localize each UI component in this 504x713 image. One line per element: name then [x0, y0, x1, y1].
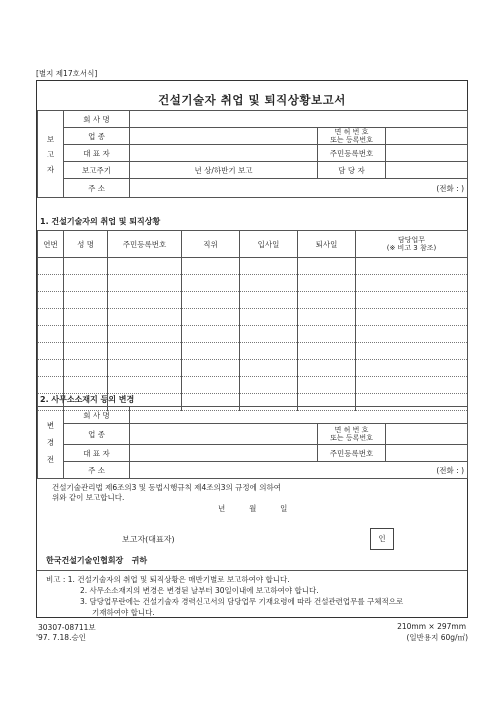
prev-representative-field[interactable] — [130, 445, 318, 462]
prev-address-label: 주 소 — [64, 462, 130, 479]
business-field[interactable] — [130, 128, 318, 145]
table-row[interactable] — [38, 360, 468, 377]
officer-field[interactable] — [386, 162, 468, 179]
prev-business-field[interactable] — [130, 424, 318, 445]
declaration-line2: 위와 같이 보고합니다. — [52, 493, 125, 502]
form-number: [별지 제17호서식] — [36, 69, 98, 78]
prev-license-label: 면 허 번 호 또는 등록번호 — [318, 424, 386, 445]
note-3: 3. 담당업무란에는 건설기술자 경력신고서의 담당업무 기재요령에 따라 건설관련업무를 구체적으로 — [80, 597, 404, 606]
col-position: 직위 — [182, 231, 240, 258]
reporter-table — [37, 110, 468, 198]
period-label: 보고주기 — [64, 162, 130, 179]
phone-field: (전화 : ) — [436, 183, 464, 193]
col-duty: 담당업무 (※ 비고 3 참조) — [356, 231, 468, 258]
note-1: 비고 : 1. 건설기술자의 취업 및 퇴직상황은 매반기별로 보고하여야 합니다. — [46, 575, 290, 584]
prev-representative-label: 대 표 자 — [64, 445, 130, 462]
notes-divider — [37, 570, 467, 571]
table-row[interactable] — [38, 377, 468, 394]
change-side-label: 변 경 전 — [38, 407, 64, 479]
company-label: 회 사 명 — [64, 111, 130, 128]
resident-no-field[interactable] — [386, 145, 468, 162]
representative-label: 대 표 자 — [64, 145, 130, 162]
prev-resident-no-field[interactable] — [386, 445, 468, 462]
table-row[interactable] — [38, 326, 468, 343]
table-row[interactable] — [38, 343, 468, 360]
prev-company-label: 회 사 명 — [64, 407, 130, 424]
paper-type: (일반용지 60g/㎡) — [406, 633, 468, 642]
employment-table — [37, 230, 468, 411]
declaration-line1: 건설기술관리법 제6조의3 및 동법시행규칙 제4조의3의 규정에 의하여 — [52, 483, 282, 492]
col-leave-date: 퇴사일 — [298, 231, 356, 258]
prev-address-field[interactable] — [130, 462, 468, 479]
table-row[interactable] — [38, 275, 468, 292]
paper-size: 210mm × 297mm — [397, 622, 466, 631]
company-field[interactable] — [130, 111, 468, 128]
prev-company-field[interactable] — [130, 407, 468, 424]
change-table — [37, 406, 468, 479]
address-label: 주 소 — [64, 179, 130, 198]
form-code: 30307-08711보 — [38, 623, 96, 632]
prev-license-field[interactable] — [386, 424, 468, 445]
col-join-date: 입사일 — [240, 231, 298, 258]
report-date: 년 월 일 — [218, 504, 288, 513]
table-row[interactable] — [38, 292, 468, 309]
recipient: 한국건설기술인협회장 귀하 — [46, 556, 148, 565]
license-label: 면 허 번 호 또는 등록번호 — [318, 128, 386, 145]
prev-business-label: 업 종 — [64, 424, 130, 445]
representative-field[interactable] — [130, 145, 318, 162]
table-row[interactable] — [38, 309, 468, 326]
col-no: 연번 — [38, 231, 64, 258]
col-name: 성 명 — [64, 231, 108, 258]
note-2: 2. 사무소소재지의 변경은 변경된 날부터 30일이내에 보고하여야 합니다. — [80, 586, 319, 595]
section1-title: 1. 건설기술자의 취업 및 퇴직상황 — [40, 217, 161, 226]
col-resident-no: 주민등록번호 — [108, 231, 182, 258]
seal-box[interactable]: 인 — [370, 528, 394, 550]
page-title: 건설기술자 취업 및 퇴직상황보고서 — [158, 93, 346, 107]
table-row[interactable] — [38, 258, 468, 275]
prev-resident-no-label: 주민등록번호 — [318, 445, 386, 462]
license-field[interactable] — [386, 128, 468, 145]
business-label: 업 종 — [64, 128, 130, 145]
reporter-signature-label: 보고자(대표자) — [122, 535, 175, 544]
reporter-side-label: 보 고 자 — [38, 111, 64, 198]
officer-label: 담 당 자 — [318, 162, 386, 179]
period-value[interactable]: 년 상/하반기 보고 — [130, 162, 318, 179]
prev-phone-field: (전화 : ) — [436, 465, 464, 475]
section2-title: 2. 사무소소재지 등의 변경 — [40, 395, 135, 404]
resident-no-label: 주민등록번호 — [318, 145, 386, 162]
address-field[interactable] — [130, 179, 468, 198]
approval-date: '97. 7.18.승인 — [36, 633, 86, 642]
note-3b: 기재하여야 합니다. — [92, 608, 155, 617]
